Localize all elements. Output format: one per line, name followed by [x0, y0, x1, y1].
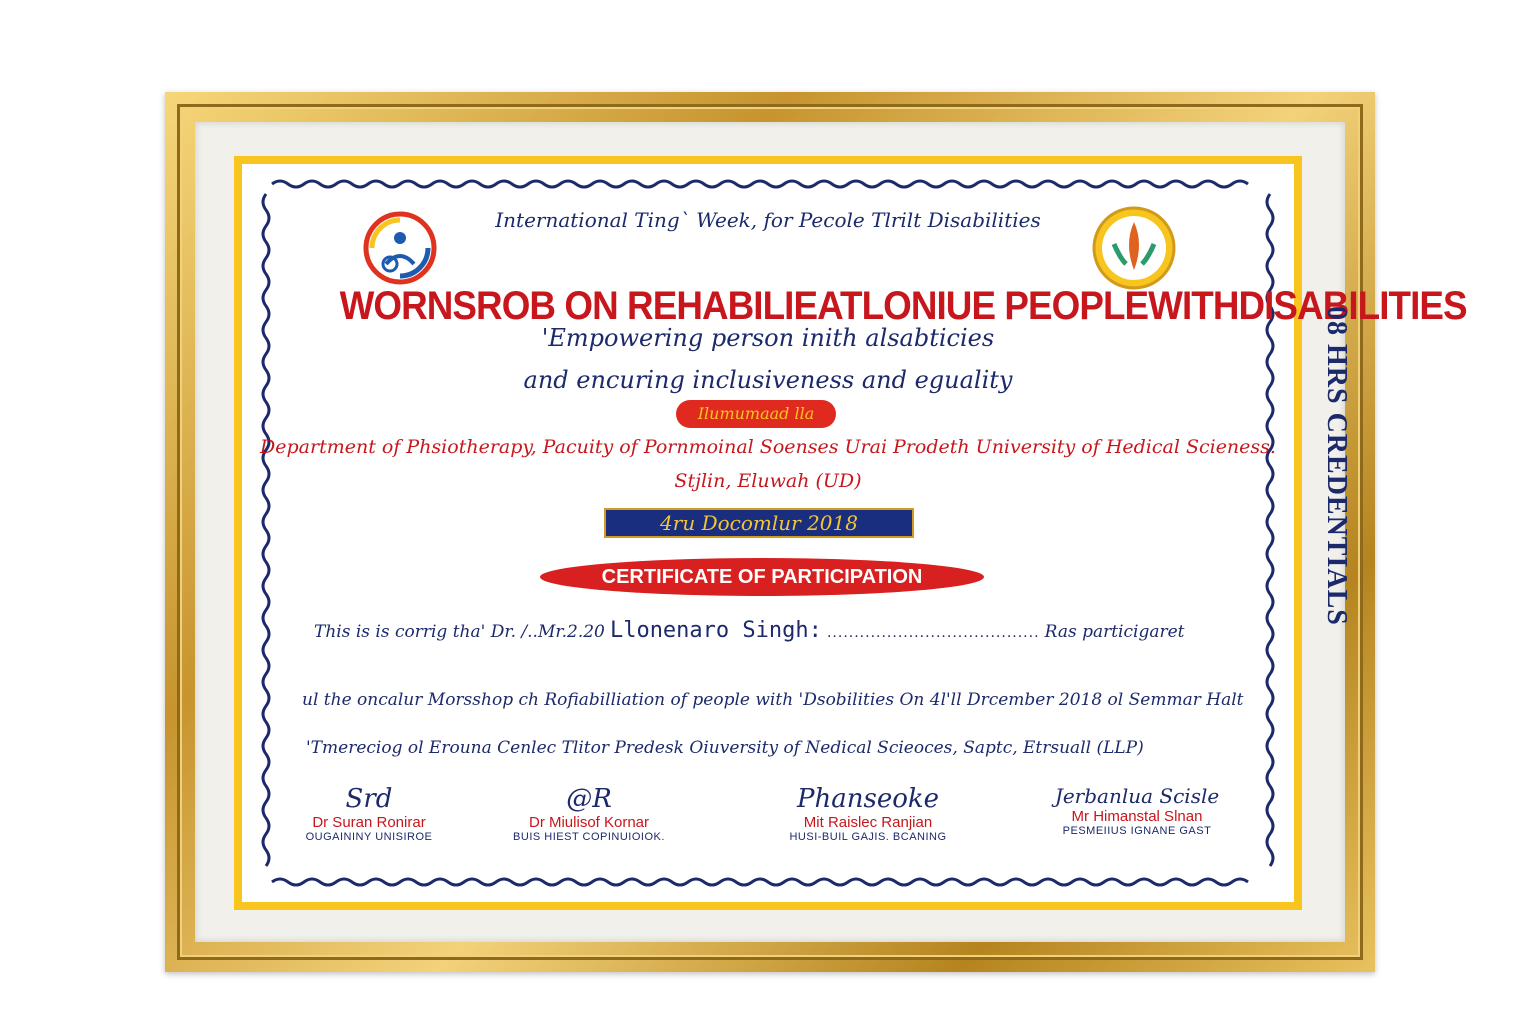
signature-1: Srd [345, 784, 393, 814]
signature-4: Jerbanlua Scisle [1054, 784, 1220, 808]
department-line-2: Stjlin, Eluwah (UD) [674, 470, 862, 492]
line1-prefix: This is is corrig tha' Dr. /..Mr.2.20 [314, 622, 605, 642]
participation-line-3: 'Tmereciog ol Erouna Cenlec Tlitor Predesk Oiuversity of Nedical Scieoces, Saptc, Etrsuall (LLP) [306, 738, 1144, 758]
signatory-2-role: BUIS HIEST COPINUIOIOK. [513, 831, 665, 843]
tagline-line-2: and encuring inclusiveness and eguality [523, 366, 1013, 394]
participant-name: Llonenaro Singh: [609, 618, 822, 643]
signatory-3-role: HUSI-BUIL GAJIS. BCANING [789, 831, 947, 843]
wave-border-segment [272, 181, 1248, 187]
signatory-3 [768, 784, 968, 843]
signatory-1-name: Dr Suran Ronirar [312, 814, 426, 831]
signatory-3-name: Mit Raislec Ranjian [803, 814, 933, 831]
signatory-1 [284, 784, 454, 843]
signature-2: @R [566, 784, 612, 814]
date-banner [604, 508, 914, 538]
department-line-1: Department of Phsiotherapy, Pacuity of Pornmoinal Soenses Urai Prodeth University of Hedical Scieness. [260, 436, 1276, 458]
line1-suffix: Ras particigaret [1044, 622, 1185, 642]
signatory-2-name: Dr Miulisof Kornar [528, 814, 650, 831]
tagline-line-1: 'Empowering person inith alsabticies [541, 324, 995, 352]
signatory-2 [494, 784, 684, 843]
certificate-heading: CERTIFICATE OF PARTICIPATION [601, 566, 923, 588]
participation-line-2: ul the oncalur Morsshop ch Rofiabilliation of people with 'Dsobilities On 4l'll Drcember 2018 ol Semmar Halt [302, 690, 1244, 710]
signatory-1-role: OUGAININY UNISIROE [305, 831, 433, 843]
signatory-4 [1032, 784, 1242, 837]
wave-border-segment [272, 879, 1248, 885]
signature-3: Phanseoke [796, 784, 939, 814]
dotted-fill: ....................................... [826, 625, 1040, 641]
participation-line-1 [314, 618, 1274, 643]
date-text: 4ru Docomlur 2018 [660, 511, 858, 535]
workshop-title: WORNSROB ON REHABILIEATLONIUE PEOPLEWITHDISABILITIES [339, 284, 1467, 328]
signatory-4-role: PESMEIIUS IGNANE GAST [1062, 825, 1212, 837]
wave-border-segment [263, 194, 269, 866]
organised-by-badge [676, 400, 836, 428]
certificate-heading-banner [540, 558, 984, 596]
event-line: International Ting` Week, for Pecole Tlrilt Disabilities [495, 208, 1041, 232]
side-credentials-label: 08 HRS CREDENTIALS [1321, 306, 1352, 626]
signatory-4-name: Mr Himanstal Slnan [1071, 808, 1203, 825]
organised-by-text: Ilumumaad lla [697, 404, 815, 423]
